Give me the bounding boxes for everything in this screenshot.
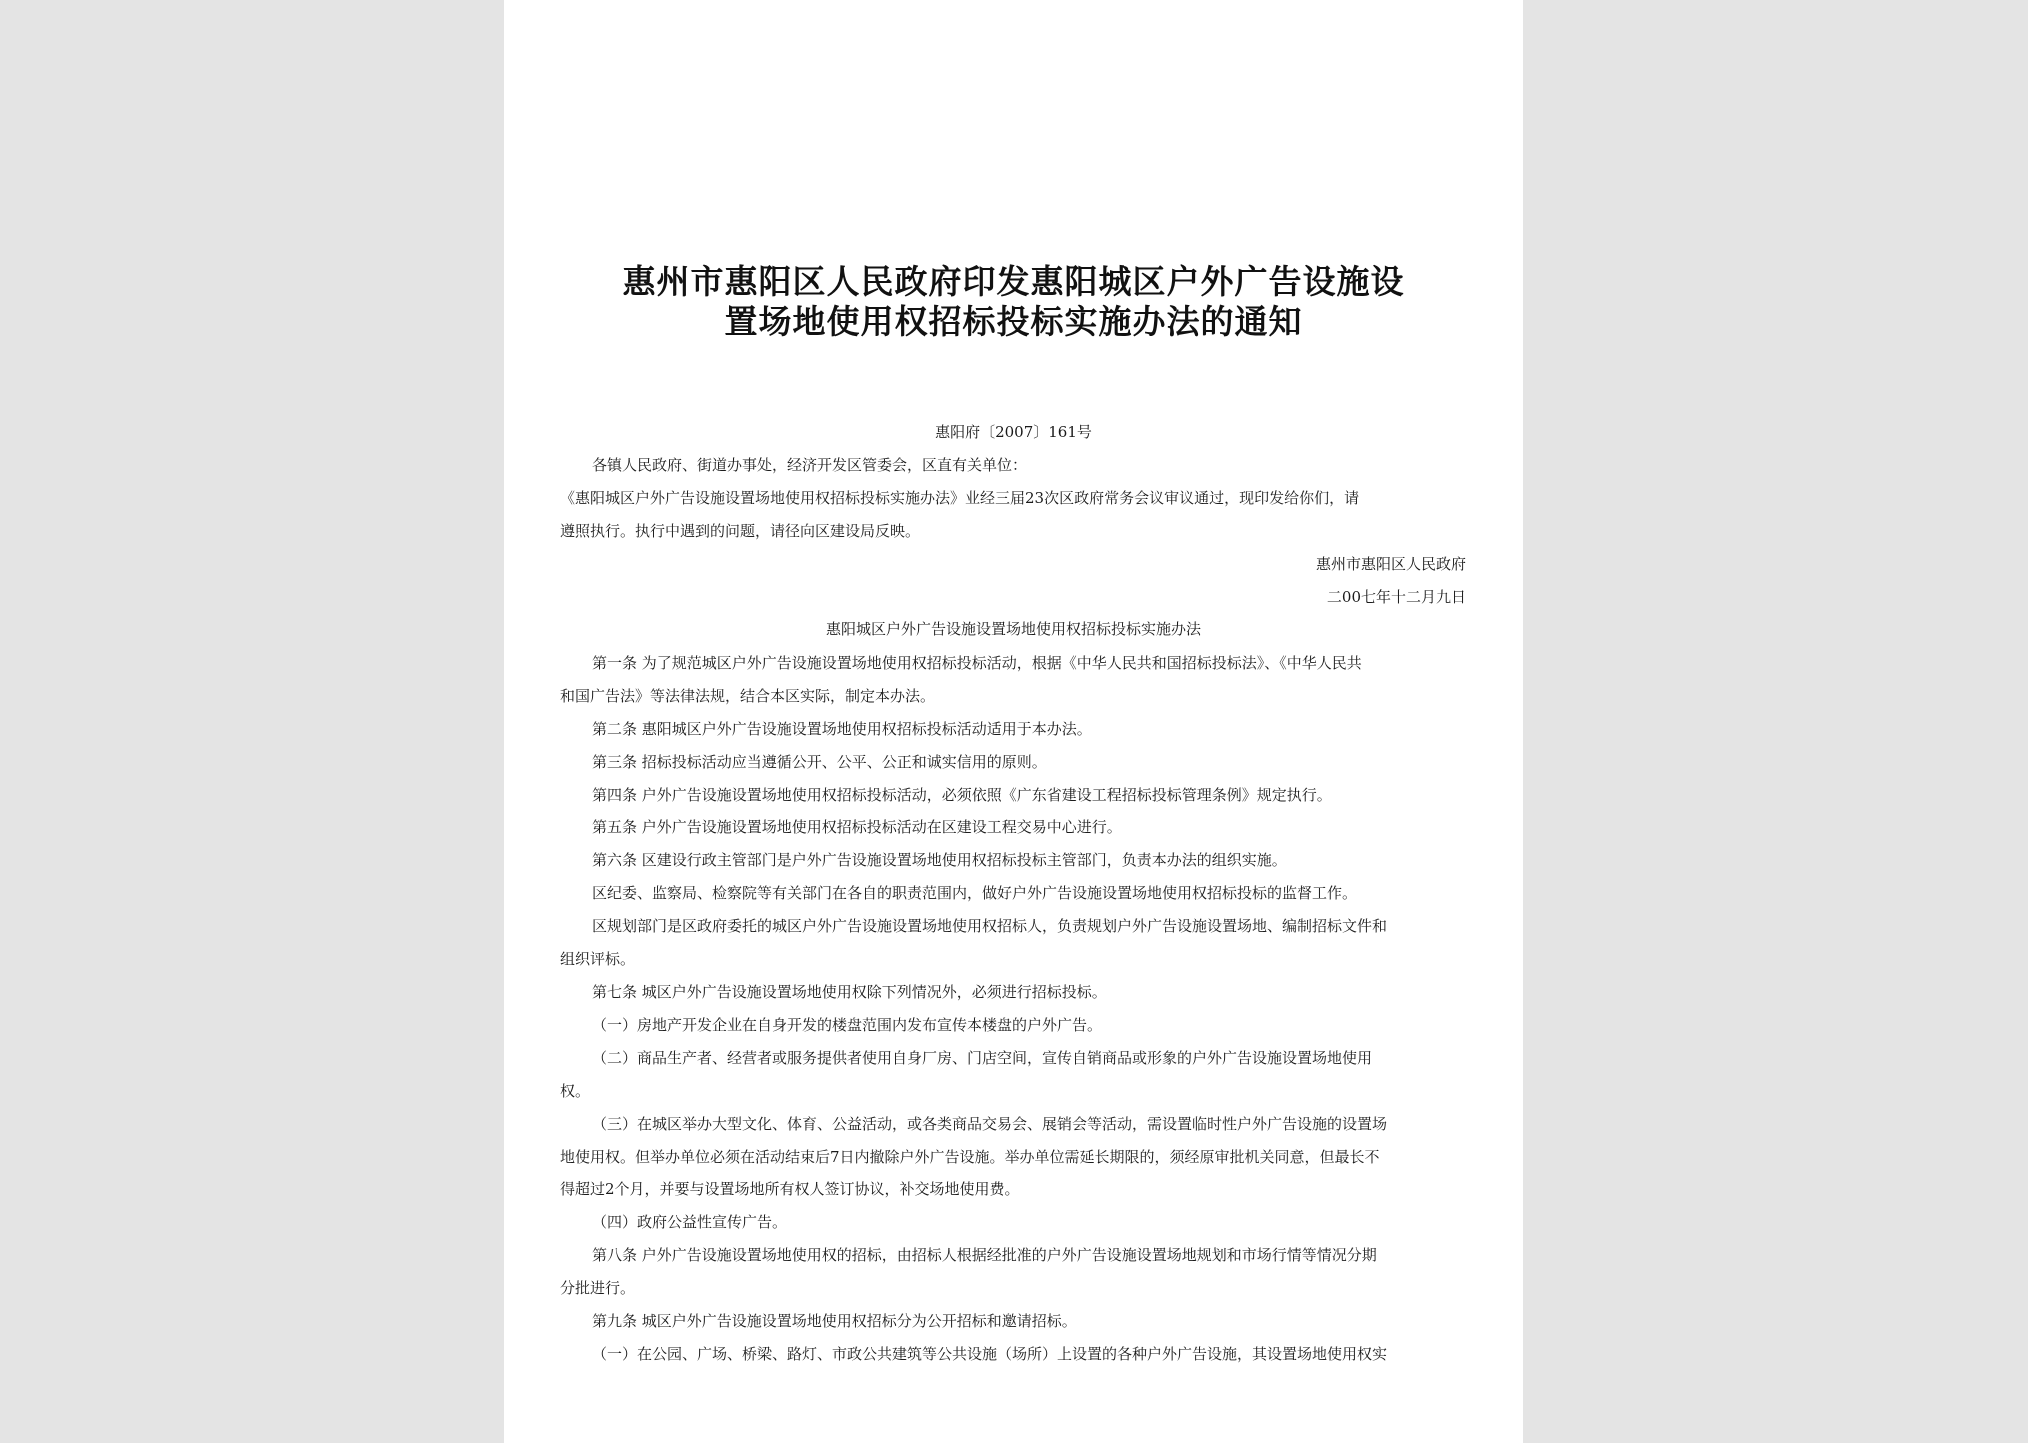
article-line: 和国广告法》等法律法规，结合本区实际，制定本办法。 xyxy=(560,687,936,705)
issuer: 惠州市惠阳区人民政府 xyxy=(1315,555,1466,573)
document-title-line-2: 置场地使用权招标投标实施办法的通知 xyxy=(724,302,1303,341)
article-line: 分批进行。 xyxy=(560,1279,636,1297)
article-line: 第八条 户外广告设施设置场地使用权的招标，由招标人根据经批准的户外广告设施设置场地规划和市场行情等情况分期 xyxy=(592,1246,1377,1264)
article-line: 第二条 惠阳城区户外广告设施设置场地使用权招标投标活动适用于本办法。 xyxy=(592,720,1092,738)
article-line: 第七条 城区户外广告设施设置场地使用权除下列情况外，必须进行招标投标。 xyxy=(592,983,1107,1001)
article-line: （一）房地产开发企业在自身开发的楼盘范围内发布宣传本楼盘的户外广告。 xyxy=(592,1016,1103,1034)
article-line: 地使用权。但举办单位必须在活动结束后7日内撤除户外广告设施。举办单位需延长期限的，须经原审批机关同意，但最长不 xyxy=(560,1148,1380,1166)
article-line: 区纪委、监察局、检察院等有关部门在各自的职责范围内，做好户外广告设施设置场地使用权招标投标的监督工作。 xyxy=(592,884,1358,902)
article-line: 第九条 城区户外广告设施设置场地使用权招标分为公开招标和邀请招标。 xyxy=(592,1312,1077,1330)
article-line: 得超过2个月，并要与设置场地所有权人签订协议，补交场地使用费。 xyxy=(560,1180,1020,1198)
article-line: 第三条 招标投标活动应当遵循公开、公平、公正和诚实信用的原则。 xyxy=(592,753,1047,771)
article-line: 权。 xyxy=(560,1082,591,1100)
issue-date: 二00七年十二月九日 xyxy=(1326,588,1466,606)
measures-subtitle: 惠阳城区户外广告设施设置场地使用权招标投标实施办法 xyxy=(825,620,1201,638)
article-line: （二）商品生产者、经营者或服务提供者使用自身厂房、门店空间，宣传自销商品或形象的户外广告设施设置场地使用 xyxy=(592,1049,1373,1067)
document-page xyxy=(504,0,1523,1443)
article-line: 组织评标。 xyxy=(560,950,636,968)
article-line: 第四条 户外广告设施设置场地使用权招标投标活动，必须依照《广东省建设工程招标投标管理条例》规定执行。 xyxy=(592,786,1332,804)
article-line: （三）在城区举办大型文化、体育、公益活动，或各类商品交易会、展销会等活动，需设置临时性户外广告设施的设置场 xyxy=(592,1115,1388,1133)
addressee: 各镇人民政府、街道办事处，经济开发区管委会，区直有关单位： xyxy=(592,456,1028,474)
article-line: （一）在公园、广场、桥梁、路灯、市政公共建筑等公共设施（场所）上设置的各种户外广告设施，其设置场地使用权实 xyxy=(592,1345,1388,1363)
article-line: （四）政府公益性宣传广告。 xyxy=(592,1213,788,1231)
notice-body-line-2: 遵照执行。执行中遇到的问题，请径向区建设局反映。 xyxy=(560,522,921,540)
document-title-line-1: 惠州市惠阳区人民政府印发惠阳城区户外广告设施设 xyxy=(622,262,1405,301)
article-line: 第五条 户外广告设施设置场地使用权招标投标活动在区建设工程交易中心进行。 xyxy=(592,818,1122,836)
article-line: 区规划部门是区政府委托的城区户外广告设施设置场地使用权招标人，负责规划户外广告设施设置场地、编制招标文件和 xyxy=(592,917,1388,935)
article-line: 第六条 区建设行政主管部门是户外广告设施设置场地使用权招标投标主管部门，负责本办法的组织实施。 xyxy=(592,851,1287,869)
article-line: 第一条 为了规范城区户外广告设施设置场地使用权招标投标活动，根据《中华人民共和国招标投标法》、《中华人民共 xyxy=(592,654,1362,672)
document-number: 惠阳府〔2007〕161号 xyxy=(935,423,1092,441)
notice-body-line-1: 《惠阳城区户外广告设施设置场地使用权招标投标实施办法》业经三届23次区政府常务会议审议通过，现印发给你们，请 xyxy=(560,489,1360,507)
